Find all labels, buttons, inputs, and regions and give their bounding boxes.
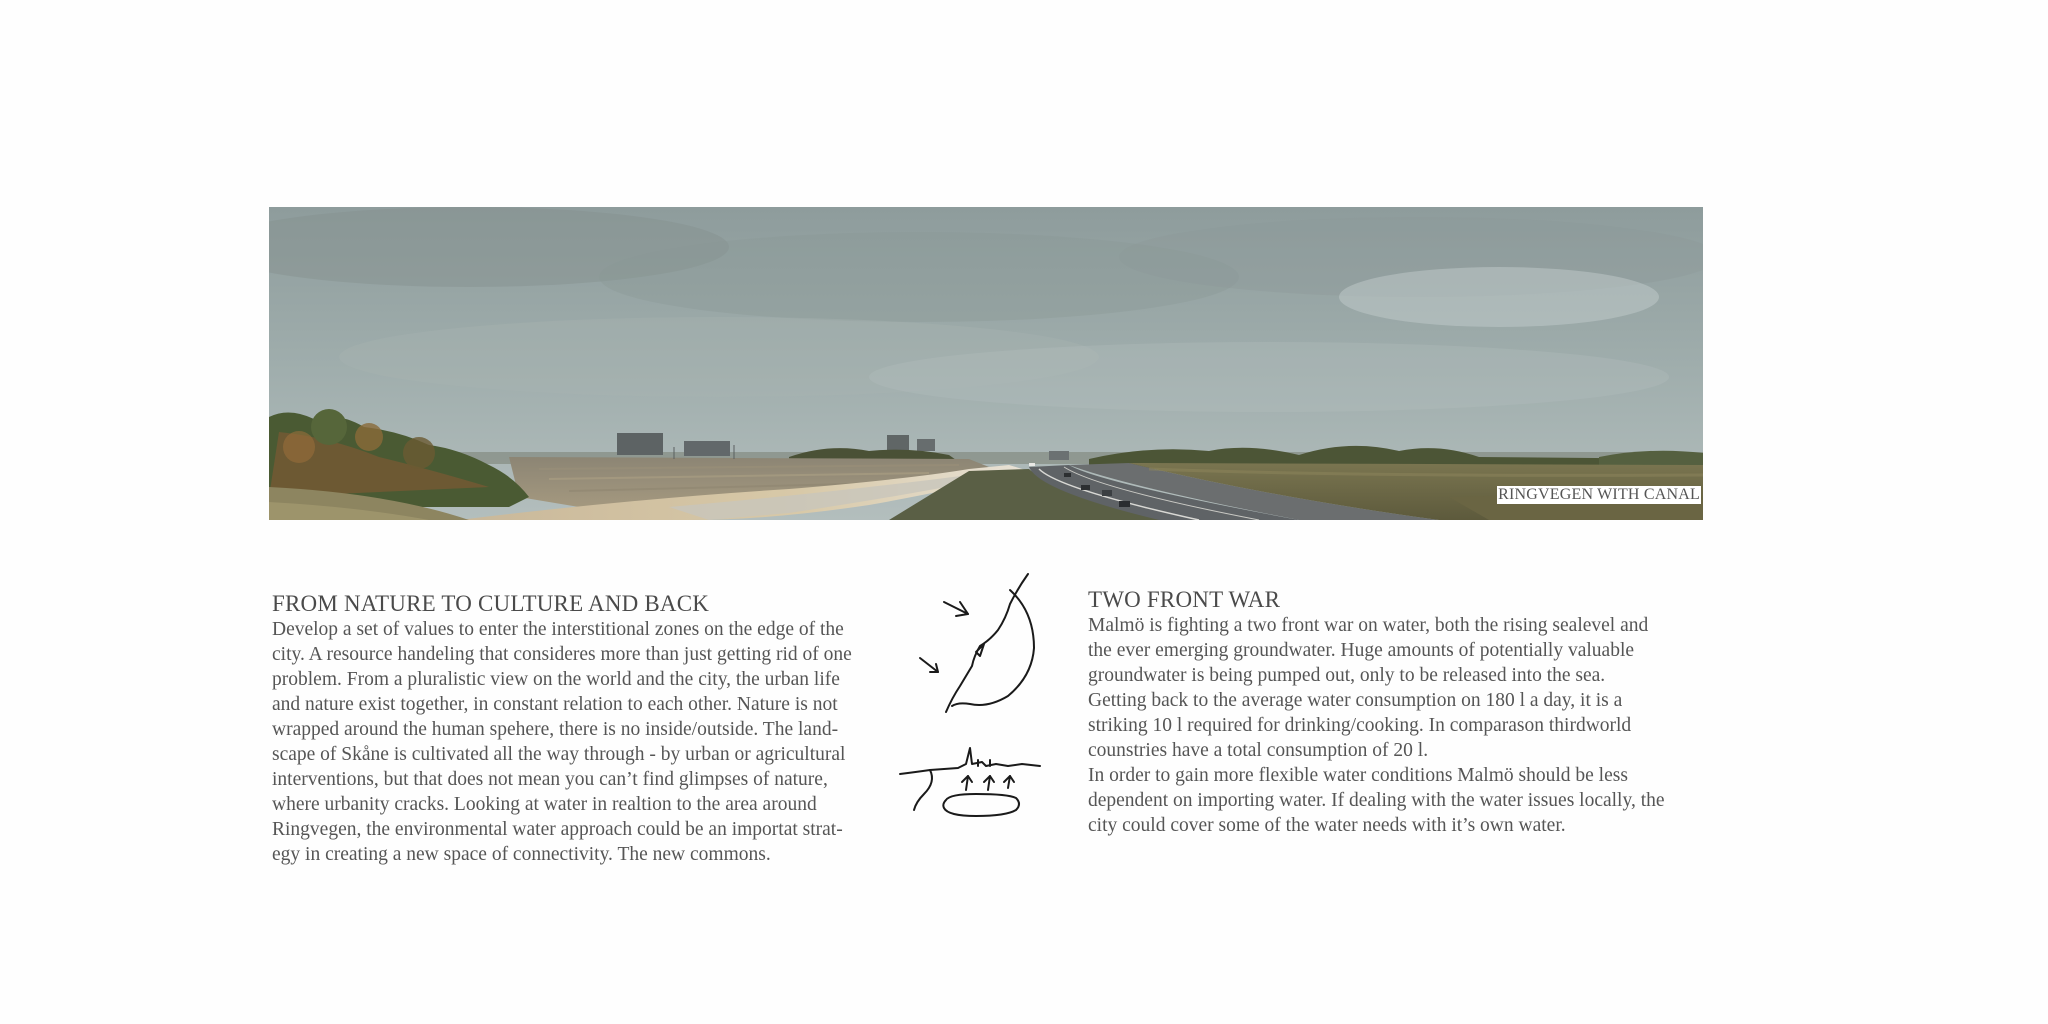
left-line: city. A resource handeling that consideres more than just getting rid of one (272, 644, 852, 665)
right-line: counstries have a total consumption of 20 l. (1088, 740, 1429, 761)
right-line: Malmö is fighting a two front war on water, both the rising sealevel and (1088, 615, 1649, 636)
right-line: Getting back to the average water consumption on 180 l a day, it is a (1088, 690, 1623, 711)
left-line: Develop a set of values to enter the interstitional zones on the edge of the (272, 619, 844, 640)
right-body (1088, 613, 1708, 838)
left-body (272, 617, 897, 867)
left-heading: FROM NATURE TO CULTURE AND BACK (272, 591, 710, 616)
groundwater-sketch (896, 742, 1046, 822)
right-column (1088, 587, 1708, 838)
left-line: scape of Skåne is cultivated all the way through - by urban or agricultural (272, 744, 846, 765)
right-line: In order to gain more flexible water conditions Malmö should be less (1088, 765, 1628, 786)
left-line: egy in creating a new space of connectivity. The new commons. (272, 844, 771, 865)
right-line: dependent on importing water. If dealing with the water issues locally, the (1088, 790, 1665, 811)
left-line: wrapped around the human spehere, there is no inside/outside. The land- (272, 719, 839, 740)
right-line: striking 10 l required for drinking/cooking. In comparason thirdworld (1088, 715, 1632, 736)
left-line: problem. From a pluralistic view on the world and the city, the urban life (272, 669, 840, 690)
left-line: interventions, but that does not mean you can’t find glimpses of nature, (272, 769, 828, 790)
left-line: Ringvegen, the environmental water approach could be an importat strat- (272, 819, 843, 840)
left-column (272, 591, 897, 867)
right-heading: TWO FRONT WAR (1088, 587, 1281, 612)
panorama-photo (269, 207, 1703, 520)
left-line: where urbanity cracks. Looking at water in realtion to the area around (272, 794, 817, 815)
coastline-sketch (910, 568, 1050, 728)
photo-caption: RINGVEGEN WITH CANAL (1498, 486, 1700, 503)
right-line: groundwater is being pumped out, only to be released into the sea. (1088, 665, 1606, 686)
right-line: city could cover some of the water needs with it’s own water. (1088, 815, 1566, 836)
left-line: and nature exist together, in constant relation to each other. Nature is not (272, 694, 838, 715)
right-line: the ever emerging groundwater. Huge amounts of potentially valuable (1088, 640, 1635, 661)
